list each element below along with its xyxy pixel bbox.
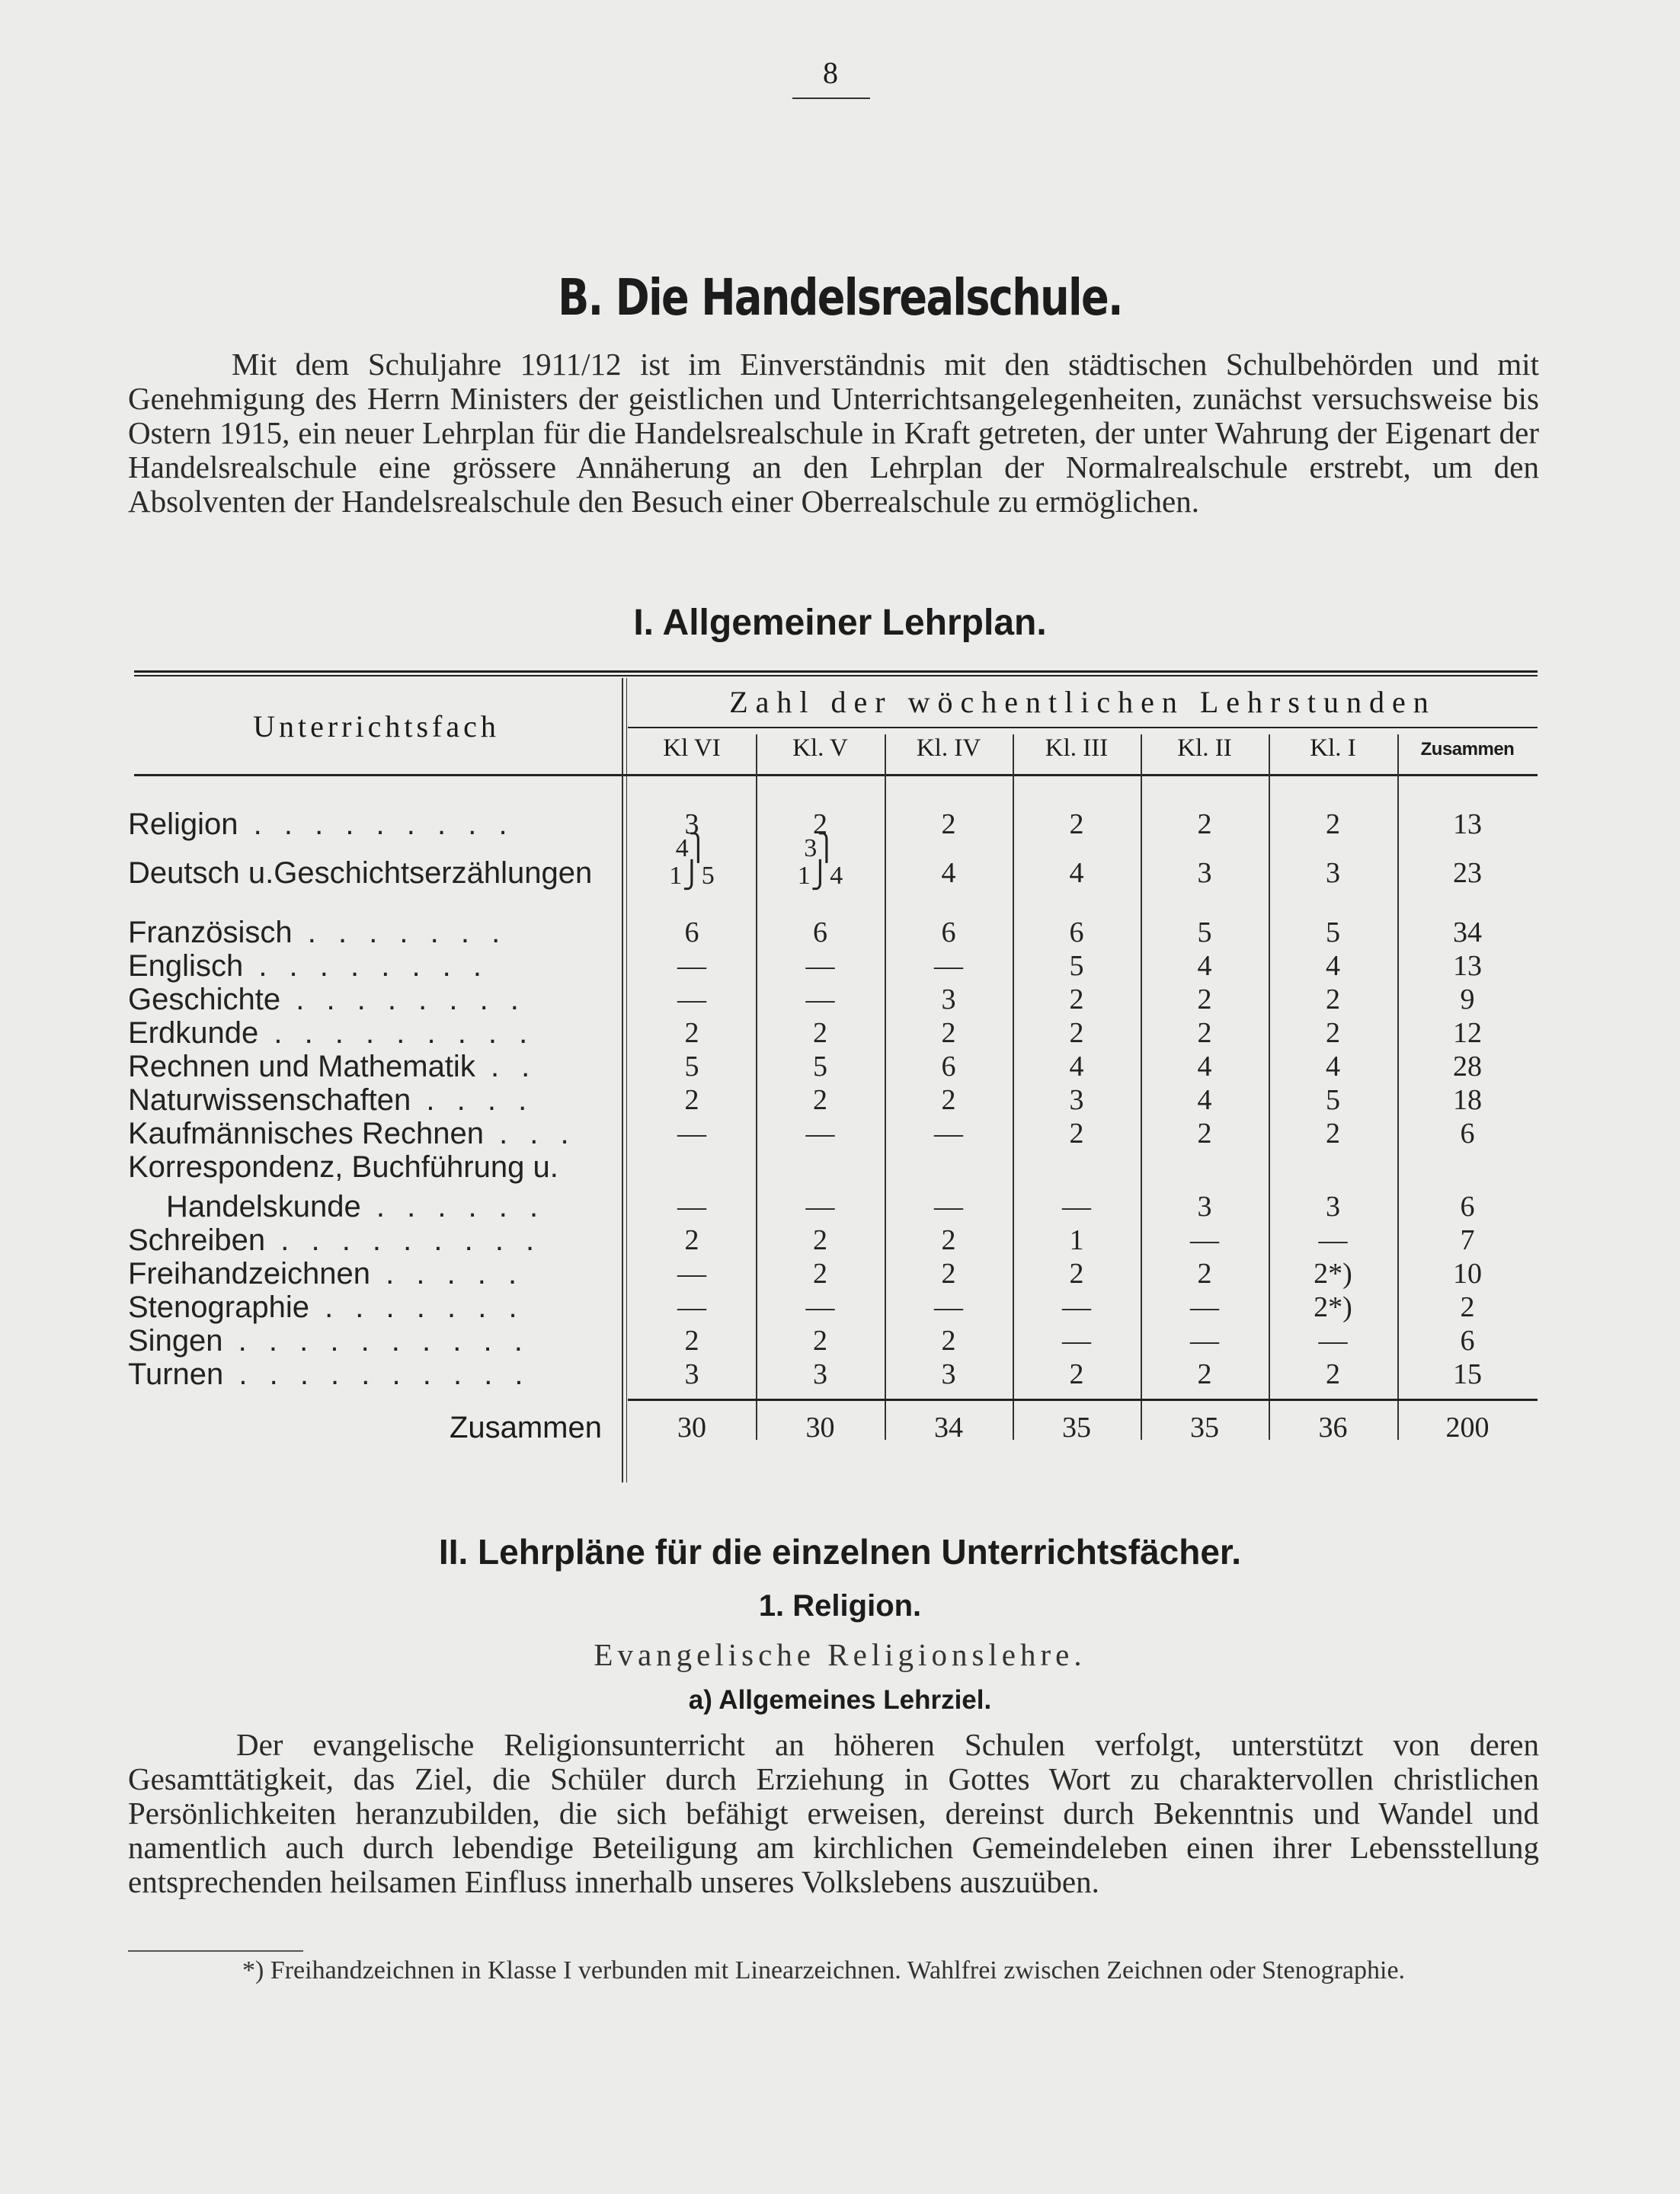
table-cell: —	[1062, 1191, 1091, 1223]
subsection-heading-religion: 1. Religion.	[758, 1589, 922, 1623]
table-cell: —	[677, 1258, 706, 1290]
table-cell: 2	[941, 1258, 956, 1290]
header-bottom-rule	[134, 774, 1538, 776]
row-subject: Schreiben	[128, 1223, 266, 1257]
table-cell: 2	[1197, 1118, 1212, 1150]
table-cell: —	[805, 1191, 835, 1223]
intro-paragraph: Mit dem Schuljahre 1911/12 ist im Einverständnis mit den städtischen Schulbehörden und mit Genehmigung des Herrn Ministers der geistlichen und Unterrichtsangelegenheiten, zunächst versuchsweise bis Ostern 1915, ein neuer Lehrplan für die Handelsrealschule in Kraft getreten, der unter Wahrung der Eigenart der Handelsrealschule eine grössere Annäherung an den Lehrplan der Normalrealschule erstrebt, um den Absolventen der Handelsrealschule den Besuch einer Oberrealschule zu ermöglichen.	[128, 347, 1539, 519]
row-label	[128, 856, 623, 891]
table-cell: —	[934, 950, 963, 982]
sum-cell: 34	[934, 1412, 963, 1444]
table-cell: 2*)	[1314, 1258, 1352, 1290]
table-cell: 4	[1069, 857, 1084, 889]
row-leader-dots: . . . . . . .	[292, 916, 507, 949]
table-cell: 6	[813, 916, 827, 948]
table-cell: 2	[941, 1017, 956, 1049]
table-cell: 2	[813, 1017, 827, 1049]
table-total-cell: 34	[1453, 916, 1482, 948]
table-cell: 2	[1326, 983, 1340, 1015]
row-label	[128, 1324, 623, 1358]
column-rule-subject-inner	[626, 678, 627, 1482]
row-subject: Kaufmännisches Rechnen	[128, 1117, 484, 1150]
row-label	[128, 1257, 623, 1291]
table-cell: 3	[941, 983, 956, 1015]
table-cell: —	[1062, 1291, 1091, 1323]
table-total-cell: 13	[1453, 808, 1482, 840]
row-leader-dots: . . .	[483, 1117, 576, 1150]
table-cell: 6	[941, 916, 956, 948]
table-cell: 4	[1197, 1084, 1212, 1116]
table-total-cell: 2	[1460, 1291, 1475, 1323]
table-cell: 3	[1326, 1191, 1340, 1223]
table-cell: 2*)	[1314, 1291, 1352, 1323]
table-cell: —	[1062, 1325, 1091, 1357]
table-cell: 2	[1326, 1118, 1340, 1150]
table-cell: 2	[1197, 1258, 1212, 1290]
table-cell: 4⎫ 1⎭5	[669, 834, 715, 890]
table-cell: 4	[1069, 1051, 1084, 1083]
row-label	[128, 1223, 623, 1258]
table-cell: 2	[1069, 983, 1084, 1015]
table-cell: 1	[1069, 1224, 1084, 1256]
table-cell: 2	[1197, 808, 1212, 840]
row-subject: Religion	[128, 808, 238, 841]
sum-rule	[628, 1399, 1538, 1401]
sub-subheading-lehrziel: a) Allgemeines Lehrziel.	[688, 1685, 992, 1715]
table-cell: 3⎫ 1⎭4	[797, 834, 843, 890]
row-leader-dots: . . . . . . .	[309, 1290, 524, 1324]
row-leader-dots: . . . . . .	[360, 1190, 546, 1223]
row-leader-dots: . . . . . . . . .	[238, 808, 514, 841]
table-cell: 2	[1069, 1017, 1084, 1049]
table-total-cell: 6	[1460, 1191, 1475, 1223]
table-cell: —	[934, 1118, 963, 1150]
table-cell: 2	[684, 1084, 699, 1116]
table-cell: 2	[813, 1325, 827, 1357]
table-cell: —	[1190, 1291, 1219, 1323]
row-label	[128, 916, 623, 950]
row-leader-dots: . . . . . . . . . .	[222, 1324, 530, 1358]
row-leader-dots: . . . . . . . .	[243, 949, 489, 983]
row-label	[128, 808, 623, 842]
table-cell: 6	[1069, 916, 1084, 948]
table-cell: 6	[941, 1051, 956, 1083]
table-cell: 2	[1326, 1017, 1340, 1049]
row-label	[128, 1358, 623, 1392]
page-number-rule	[792, 98, 870, 99]
row-leader-dots: . . . . . . . .	[280, 983, 526, 1016]
table-cell: 2	[941, 808, 956, 840]
table-cell: 2	[941, 1084, 956, 1116]
table-total-cell: 6	[1460, 1118, 1475, 1150]
table-cell: —	[934, 1291, 963, 1323]
table-cell: 5	[1326, 916, 1340, 948]
table-cell: —	[805, 1118, 835, 1150]
table-cell: 5	[1326, 1084, 1340, 1116]
table-cell: 4	[1326, 1051, 1340, 1083]
row-label	[128, 1290, 623, 1325]
class-header: Kl. III	[1045, 734, 1109, 762]
table-cell: —	[805, 983, 835, 1015]
row-subject: Geschichte	[128, 983, 281, 1016]
document-title: B. Die Handelsrealschule.	[558, 268, 1122, 327]
lehrplan-table	[128, 670, 1538, 1482]
footnote: *) Freihandzeichnen in Klasse I verbunden mit Linearzeichnen. Wahlfrei zwischen Zeichnen oder Stenographie.	[242, 1956, 1406, 1985]
sum-cell: 35	[1190, 1412, 1219, 1444]
table-cell: 3	[813, 1358, 827, 1390]
section-heading-allgemeiner-lehrplan: I. Allgemeiner Lehrplan.	[633, 603, 1047, 643]
table-cell: 3	[1197, 1191, 1212, 1223]
table-cell: 2	[1326, 808, 1340, 840]
table-cell: —	[1318, 1325, 1348, 1357]
row-subject: Turnen	[128, 1358, 224, 1391]
table-cell: 5	[684, 1051, 699, 1083]
table-cell: 2	[941, 1224, 956, 1256]
row-label	[128, 983, 623, 1017]
row-subject: Singen	[128, 1324, 223, 1358]
table-cell: 4	[941, 857, 956, 889]
table-total-cell: 18	[1453, 1084, 1482, 1116]
table-total-cell: 15	[1453, 1358, 1482, 1390]
sum-label: Zusammen	[449, 1411, 602, 1444]
table-cell: 2	[1326, 1358, 1340, 1390]
class-header: Kl. I	[1310, 734, 1356, 762]
table-cell: 2	[684, 1325, 699, 1357]
table-cell: 2	[1069, 808, 1084, 840]
row-leader-dots: . . . . .	[370, 1257, 524, 1290]
row-label	[128, 1190, 623, 1224]
table-top-rule	[134, 670, 1538, 673]
table-cell: 5	[1069, 950, 1084, 982]
table-total-cell: 10	[1453, 1258, 1482, 1290]
row-subject: Naturwissenschaften	[128, 1083, 411, 1117]
table-cell: 3	[941, 1358, 956, 1390]
class-header: Kl. IV	[916, 734, 981, 762]
table-cell: 4	[1326, 950, 1340, 982]
table-cell: 2	[684, 1224, 699, 1256]
table-cell: 5	[813, 1051, 827, 1083]
spaced-heading-evangelische: Evangelische Religionslehre.	[594, 1637, 1086, 1672]
page-number: 8	[823, 56, 838, 90]
table-cell: —	[934, 1191, 963, 1223]
table-cell: 2	[1069, 1358, 1084, 1390]
row-subject: Stenographie	[128, 1290, 309, 1324]
row-subject: Erdkunde	[128, 1016, 259, 1050]
class-header: Kl. II	[1177, 734, 1232, 762]
row-subject: Korrespondenz, Buchführung u.	[128, 1150, 558, 1184]
row-label	[128, 1050, 623, 1084]
table-cell: 2	[1197, 1017, 1212, 1049]
table-cell: 2	[813, 1258, 827, 1290]
table-cell: —	[1190, 1325, 1219, 1357]
row-label	[128, 1150, 623, 1185]
table-total-cell: 12	[1453, 1017, 1482, 1049]
table-cell: 2	[813, 808, 827, 840]
row-label	[128, 949, 623, 983]
class-header: Kl VI	[663, 734, 721, 762]
subject-column-header: Unterrichtsfach	[253, 709, 500, 744]
table-cell: 2	[813, 1224, 827, 1256]
table-total-cell: 6	[1460, 1325, 1475, 1357]
table-cell: 2	[1069, 1258, 1084, 1290]
table-cell: —	[1190, 1224, 1219, 1256]
row-subject: Deutsch u.Geschichtserzählungen	[128, 856, 593, 890]
table-cell: —	[805, 1291, 835, 1323]
table-total-cell: 7	[1460, 1224, 1475, 1256]
row-leader-dots: . . . . . . . . .	[258, 1016, 535, 1050]
table-cell: 3	[1197, 857, 1212, 889]
body-paragraph: Der evangelische Religionsunterricht an höheren Schulen verfolgt, unterstützt von deren Gesamttätigkeit, das Ziel, die Schüler durch Erziehung in Gottes Wort zu charaktervollen christlichen Persönlichkeiten heranzubilden, die sich befähigt erweisen, dereinst durch Bekenntnis und Wandel und namentlich auch durch lebendige Beteiligung am kirchlichen Gemeindeleben einen ihrer Lebensstellung entsprechenden heilsamen Einfluss innerhalb unseres Volkslebens auszuüben.	[128, 1727, 1539, 1899]
row-subject: Englisch	[128, 949, 244, 983]
sum-cell: 30	[805, 1412, 835, 1444]
table-cell: 2	[941, 1325, 956, 1357]
row-subject: Freihandzeichnen	[128, 1257, 370, 1290]
table-cell: 6	[684, 916, 699, 948]
table-cell: —	[677, 983, 706, 1015]
table-total-cell: 9	[1460, 983, 1475, 1015]
footnote-rule	[128, 1950, 303, 1952]
table-cell: —	[677, 1118, 706, 1150]
class-header: Kl. V	[792, 734, 848, 762]
row-subject: Französisch	[128, 916, 293, 949]
row-subject: Rechnen und Mathematik	[128, 1050, 475, 1083]
table-cell: 3	[1326, 857, 1340, 889]
table-cell: 2	[1197, 1358, 1212, 1390]
table-cell: 4	[1197, 950, 1212, 982]
table-cell: 4	[1197, 1051, 1212, 1083]
row-label	[128, 1117, 623, 1151]
table-cell: 2	[1069, 1118, 1084, 1150]
table-cell: —	[677, 950, 706, 982]
table-total-cell: 28	[1453, 1051, 1482, 1083]
hours-column-header: Zahl der wöchentlichen Lehrstunden	[729, 685, 1436, 719]
table-cell: —	[805, 950, 835, 982]
row-subject: Handelskunde	[166, 1190, 361, 1223]
hours-header-rule	[628, 727, 1538, 728]
row-leader-dots: . . . .	[411, 1083, 534, 1117]
table-total-cell: 13	[1453, 950, 1482, 982]
table-cell: 5	[1197, 916, 1212, 948]
row-leader-dots: . .	[475, 1050, 537, 1083]
table-cell: 3	[1069, 1084, 1084, 1116]
table-cell: —	[1318, 1224, 1348, 1256]
table-cell: —	[677, 1191, 706, 1223]
section-heading-lehrplaene: II. Lehrpläne für die einzelnen Unterrichtsfächer.	[438, 1532, 1242, 1572]
table-cell: —	[677, 1291, 706, 1323]
row-leader-dots: . . . . . . . . . .	[223, 1358, 530, 1391]
sum-cell: 30	[677, 1412, 706, 1444]
table-cell: 2	[1197, 983, 1212, 1015]
row-label	[128, 1016, 623, 1051]
sum-cell: 36	[1318, 1412, 1348, 1444]
row-leader-dots: . . . . . . . . .	[265, 1223, 542, 1257]
row-label	[128, 1083, 623, 1118]
grand-total-cell: 200	[1445, 1412, 1490, 1444]
sum-cell: 35	[1062, 1412, 1091, 1444]
total-column-header: Zusammen	[1420, 739, 1515, 760]
table-cell: 3	[684, 1358, 699, 1390]
table-cell: 3	[684, 808, 699, 840]
table-top-rule-inner	[134, 675, 1538, 676]
table-cell: 2	[684, 1017, 699, 1049]
table-cell: 2	[813, 1084, 827, 1116]
table-total-cell: 23	[1453, 857, 1482, 889]
